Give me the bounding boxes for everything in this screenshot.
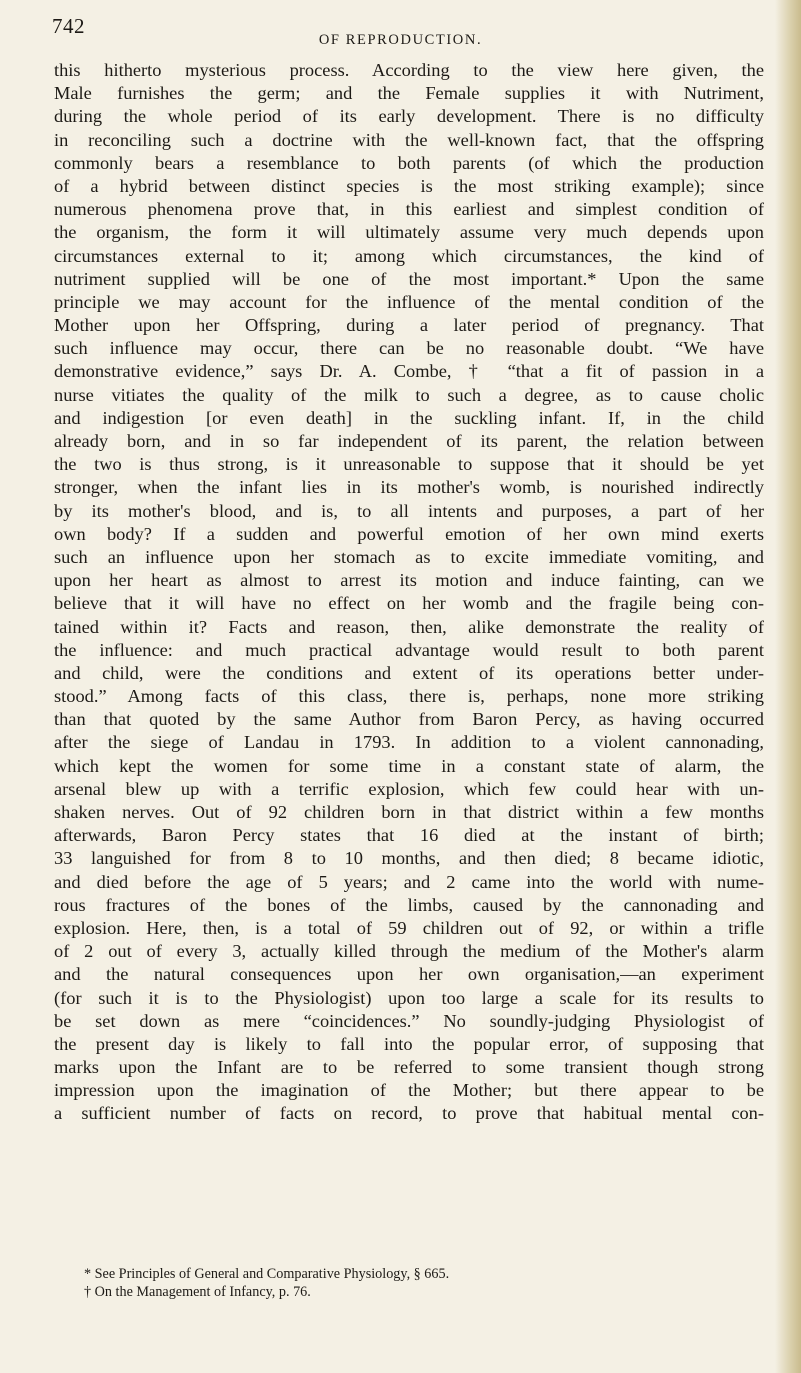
text-line: 33 languished for from 8 to 10 months, and then died; 8 became idiotic,	[54, 848, 764, 869]
body-text	[54, 59, 764, 1126]
text-line: upon her heart as almost to arrest its motion and induce fainting, can we	[54, 570, 764, 591]
text-line: tained within it? Facts and reason, then, alike demonstrate the reality of	[54, 616, 764, 637]
footnote-item: * See Principles of General and Comparative Physiology, § 665.	[84, 1266, 450, 1282]
text-line: by its mother's blood, and is, to all intents and purposes, a part of her	[54, 500, 764, 521]
text-line: arsenal blew up with a terrific explosion, which few could hear with un-	[54, 778, 764, 799]
text-line: impression upon the imagination of the Mother; but there appear to be	[54, 1080, 764, 1101]
text-line: (for such it is to the Physiologist) upon too large a scale for its results to	[54, 987, 764, 1008]
text-line: the two is thus strong, is it unreasonable to suppose that it should be yet	[54, 454, 764, 475]
text-line: than that quoted by the same Author from Baron Percy, as having occurred	[54, 709, 764, 730]
text-line: Male furnishes the germ; and the Female supplies it with Nutriment,	[54, 83, 764, 104]
text-line: nurse vitiates the quality of the milk to such a degree, as to cause cholic	[54, 384, 764, 405]
text-line: stronger, when the infant lies in its mother's womb, is nourished indirectly	[54, 477, 764, 498]
text-line: already born, and in so far independent of its parent, the relation between	[54, 431, 764, 451]
text-line: of a hybrid between distinct species is the most striking example); since	[54, 175, 764, 196]
text-line: after the siege of Landau in 1793. In addition to a violent cannonading,	[54, 732, 764, 753]
text-line: circumstances external to it; among which circumstances, the kind of	[54, 245, 764, 266]
text-line: nutriment supplied will be one of the most important.* Upon the same	[54, 268, 764, 289]
text-line: rous fractures of the bones of the limbs, caused by the cannonading and	[54, 894, 764, 915]
text-line: be set down as mere “coincidences.” No soundly-judging Physiologist of	[54, 1010, 764, 1031]
page-edge-shading	[775, 0, 801, 1373]
text-line: a sufficient number of facts on record, to prove that habitual mental con-	[54, 1103, 764, 1124]
text-line: in reconciling such a doctrine with the well-known fact, that the offspring	[54, 129, 764, 150]
text-line: during the whole period of its early development. There is no difficulty	[54, 106, 764, 127]
text-line: Mother upon her Offspring, during a later period of pregnancy. That	[54, 315, 764, 336]
text-line: afterwards, Baron Percy states that 16 died at the instant of birth;	[54, 825, 764, 846]
running-title: OF REPRODUCTION.	[318, 32, 483, 48]
text-line: marks upon the Infant are to be referred to some transient though strong	[54, 1057, 764, 1078]
text-line: the present day is likely to fall into the popular error, of supposing that	[54, 1033, 764, 1054]
text-line: believe that it will have no effect on her womb and the fragile being con-	[54, 593, 764, 614]
page-number: 742	[52, 14, 85, 38]
text-line: numerous phenomena prove that, in this earliest and simplest condition of	[54, 199, 764, 220]
footnote-item: † On the Management of Infancy, p. 76.	[84, 1283, 311, 1300]
text-line: which kept the women for some time in a constant state of alarm, the	[54, 755, 764, 776]
text-line: shaken nerves. Out of 92 children born in that district within a few months	[54, 802, 764, 822]
text-line: explosion. Here, then, is a total of 59 children out of 92, or within a trifle	[54, 917, 764, 938]
text-line: and died before the age of 5 years; and 2 came into the world with nume-	[54, 871, 764, 892]
text-line: this hitherto mysterious process. According to the view here given, the	[54, 60, 764, 80]
text-line: the organism, the form it will ultimately assume very much depends upon	[54, 222, 764, 243]
text-line: commonly bears a resemblance to both parents (of which the production	[54, 152, 764, 173]
text-line: the influence: and much practical advantage would result to both parent	[54, 639, 764, 660]
footnotes	[84, 1266, 764, 1301]
text-line: principle we may account for the influence of the mental condition of the	[54, 291, 764, 312]
text-line: and child, were the conditions and extent of its operations better under-	[54, 662, 764, 683]
text-line: and indigestion [or even death] in the suckling infant. If, in the child	[54, 407, 764, 428]
text-line: of 2 out of every 3, actually killed through the medium of the Mother's alarm	[54, 941, 764, 962]
text-line: own body? If a sudden and powerful emotion of her own mind exerts	[54, 523, 764, 544]
text-line: such an influence upon her stomach as to excite immediate vomiting, and	[54, 546, 764, 567]
text-line: stood.” Among facts of this class, there is, perhaps, none more striking	[54, 686, 764, 707]
text-line: demonstrative evidence,” says Dr. A. Combe, † “that a fit of passion in a	[54, 361, 764, 382]
text-line: such influence may occur, there can be no reasonable doubt. “We have	[54, 338, 764, 359]
text-line: and the natural consequences upon her own organisation,—an experiment	[54, 964, 764, 985]
